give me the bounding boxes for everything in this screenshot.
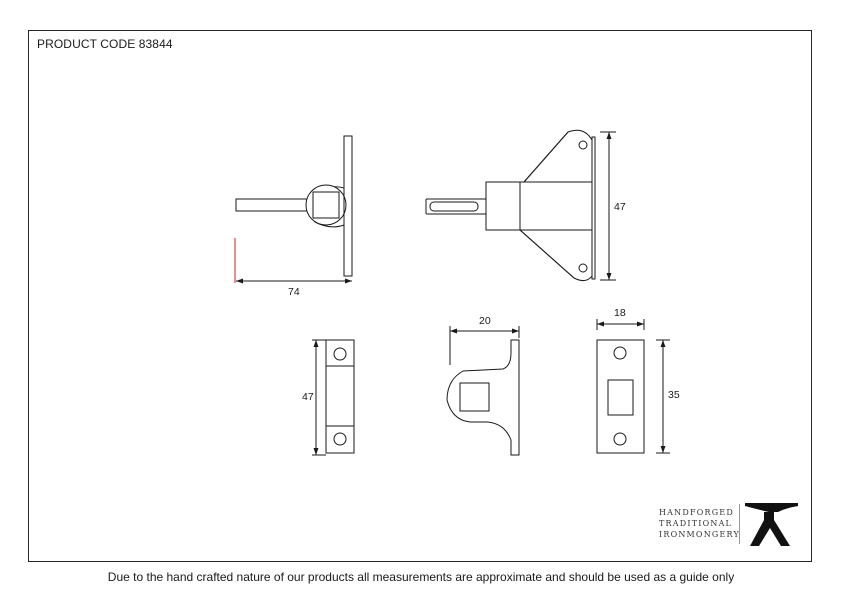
- dimension-label-18: 18: [614, 307, 626, 319]
- dimension-keep-plate-height: [302, 340, 326, 455]
- dimension-body-height: [600, 132, 626, 280]
- product-code: PRODUCT CODE 83844: [37, 37, 173, 51]
- logo-line-1: HANDFORGED: [659, 508, 734, 517]
- dimension-label-47-bottom: 47: [302, 391, 314, 403]
- side-view: [236, 136, 352, 276]
- dimension-keep-width: [236, 279, 352, 299]
- top-view: [426, 130, 595, 280]
- dimension-label-74: 74: [288, 286, 300, 298]
- dimension-label-47-top: 47: [614, 201, 626, 213]
- anvil-icon: [745, 503, 798, 546]
- dimension-label-20: 20: [479, 315, 491, 327]
- logo-line-2: TRADITIONAL: [659, 519, 733, 528]
- dimension-plate-height: [656, 340, 680, 453]
- dimension-label-35: 35: [668, 389, 680, 401]
- dimension-plate-width: [597, 307, 644, 330]
- disclaimer: Due to the hand crafted nature of our products all measurements are approximate and should be used as a guide only: [107, 570, 735, 584]
- brand-logo-text: [659, 507, 740, 540]
- staple-view: [447, 340, 519, 455]
- striker-plate-view: [597, 340, 644, 453]
- dimension-staple-depth: [450, 315, 519, 365]
- keep-plate-view: [326, 340, 354, 453]
- logo-line-3: IRONMONGERY: [659, 530, 740, 539]
